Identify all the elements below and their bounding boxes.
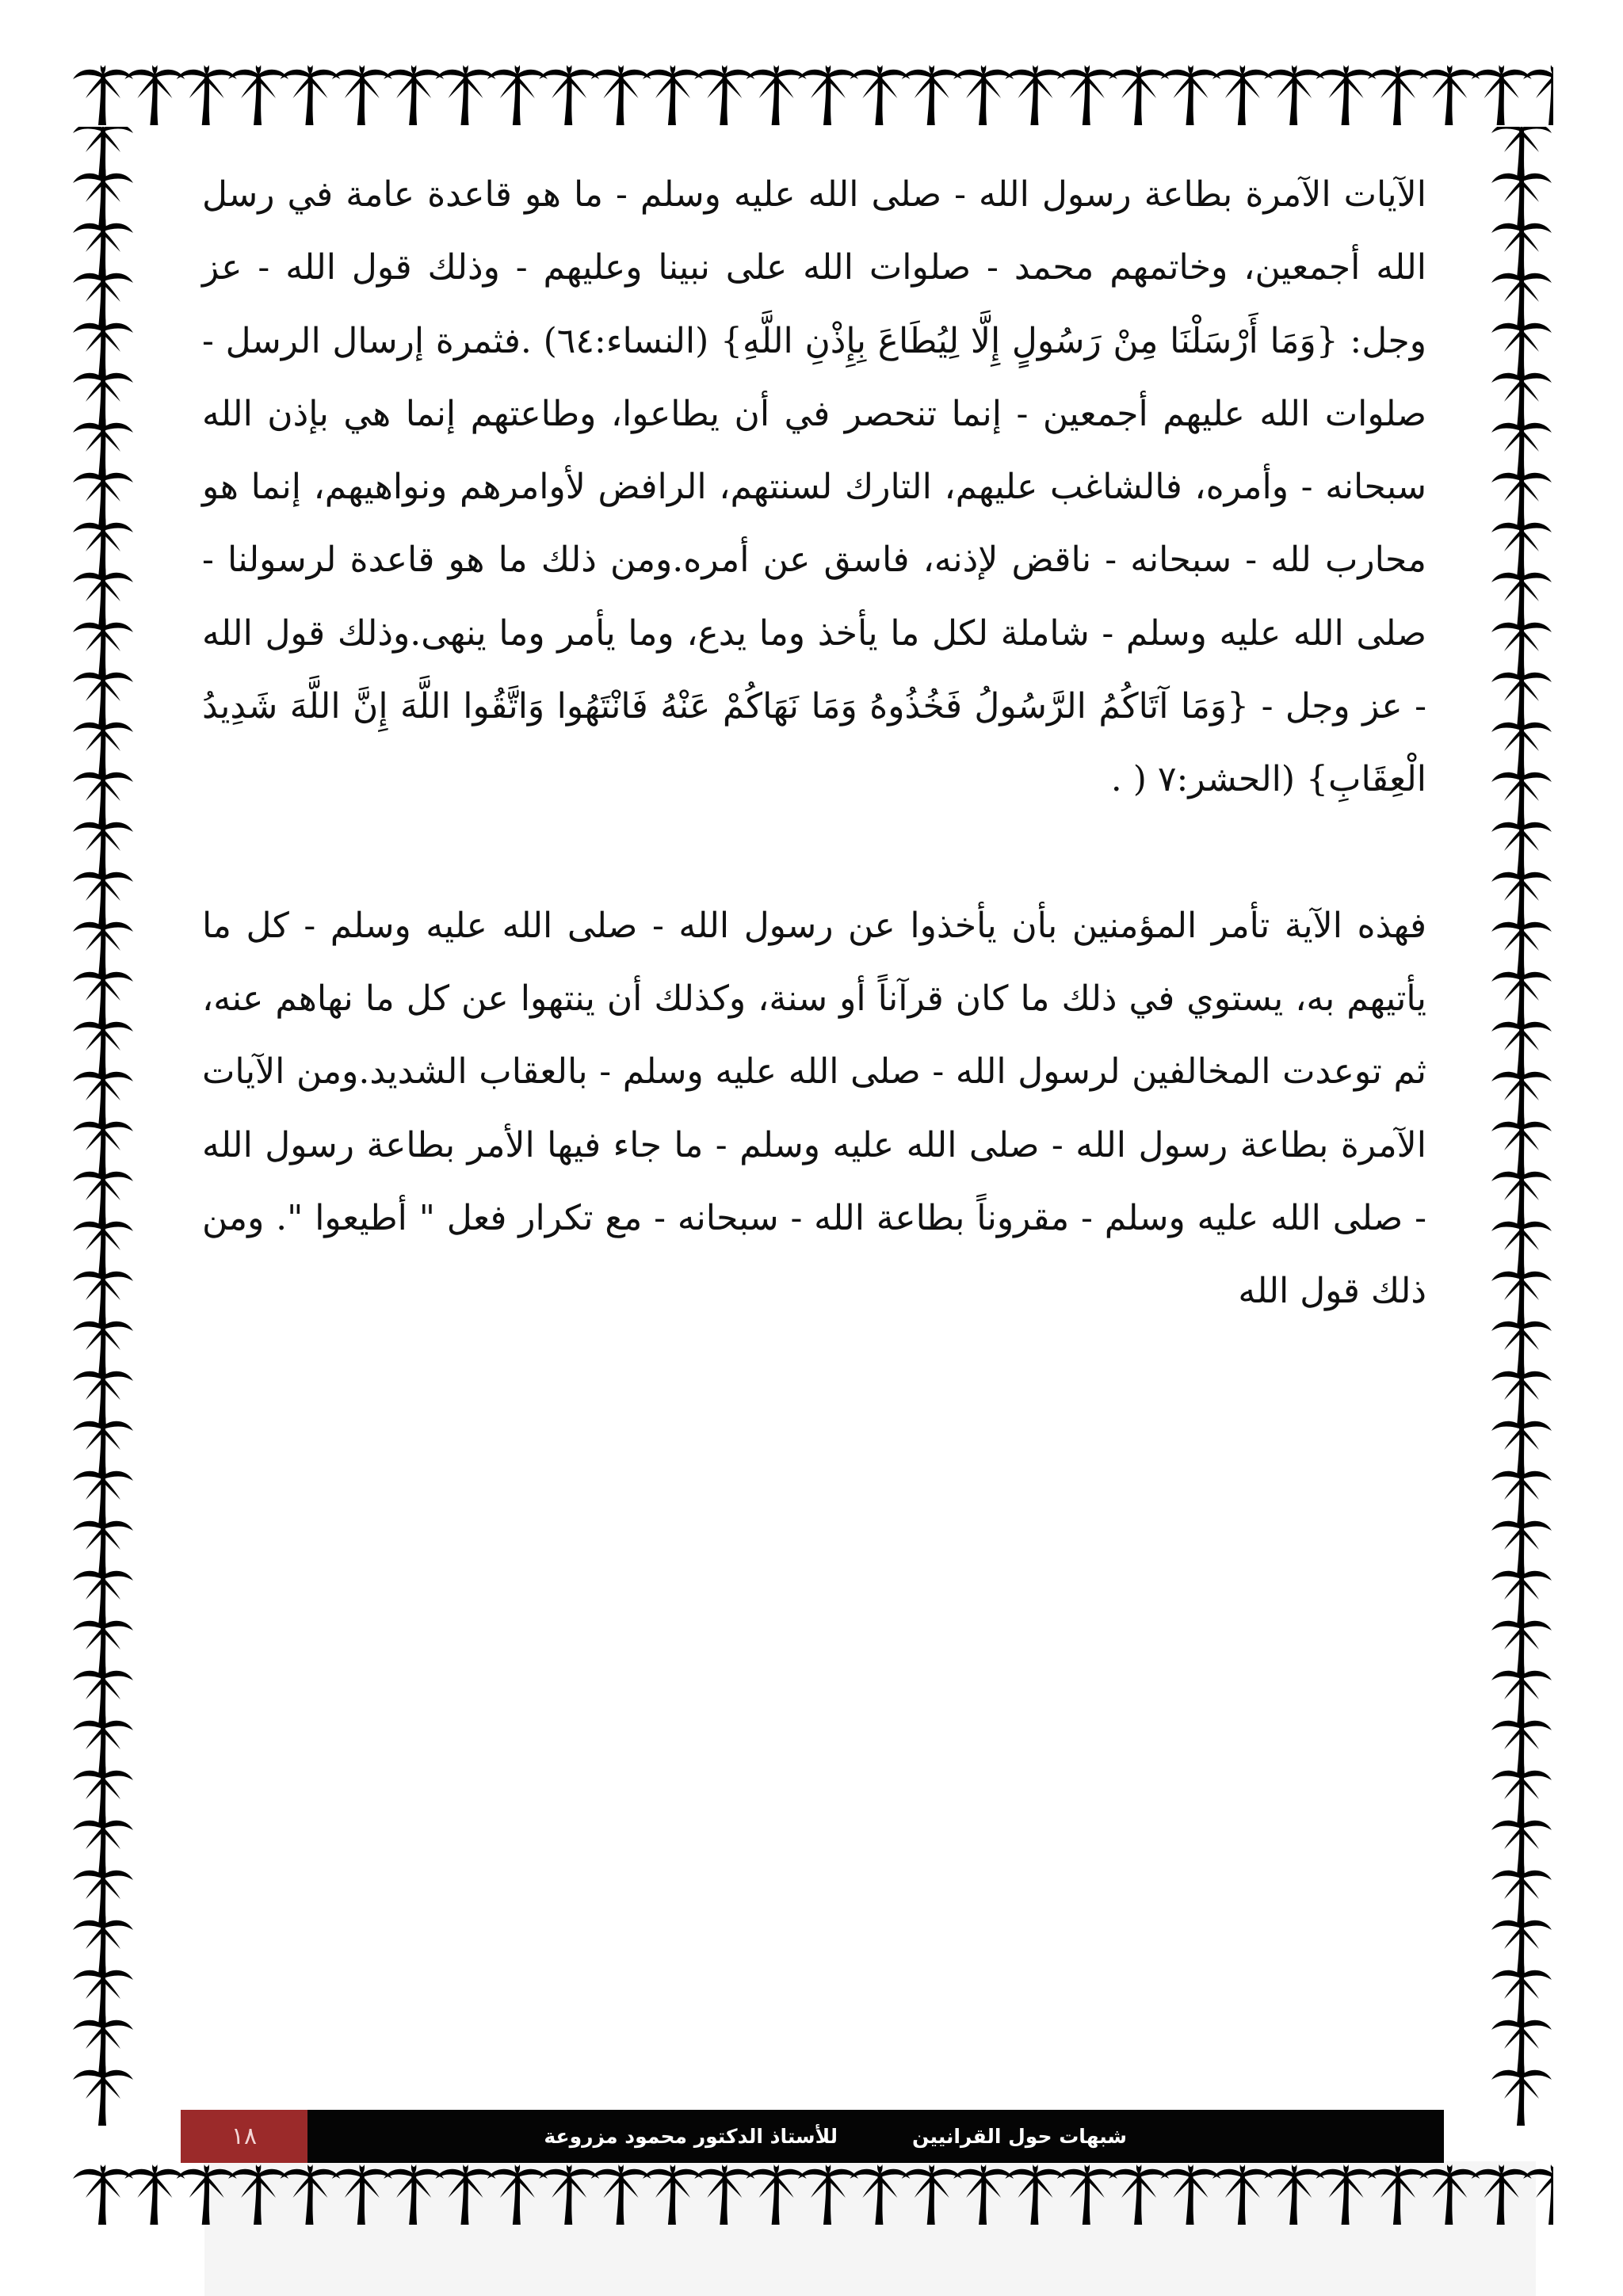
palm-tree-icon xyxy=(384,65,444,125)
palm-tree-icon xyxy=(747,65,807,125)
palm-tree-icon xyxy=(177,65,237,125)
palm-tree-icon xyxy=(73,917,133,978)
palm-tree-icon xyxy=(1368,65,1428,125)
palm-tree-icon xyxy=(73,1067,133,1127)
palm-tree-icon xyxy=(1161,2164,1221,2225)
palm-tree-icon xyxy=(1419,2164,1480,2225)
palm-tree-icon xyxy=(73,1966,133,2026)
palm-tree-icon xyxy=(124,2164,185,2225)
palm-tree-icon xyxy=(73,2016,133,2076)
palm-tree-icon xyxy=(73,1616,133,1676)
palm-tree-icon xyxy=(1491,368,1552,429)
palm-tree-icon xyxy=(1472,65,1532,125)
palm-tree-icon xyxy=(1491,568,1552,628)
palm-border-top xyxy=(71,63,1553,127)
palm-tree-icon xyxy=(73,618,133,678)
palm-tree-icon xyxy=(1491,1716,1552,1776)
palm-tree-icon xyxy=(73,1217,133,1277)
palm-tree-icon xyxy=(1491,618,1552,678)
palm-tree-icon xyxy=(73,1367,133,1427)
palm-tree-icon xyxy=(1057,65,1117,125)
palm-tree-icon xyxy=(73,668,133,728)
palm-tree-icon xyxy=(902,65,962,125)
palm-tree-icon xyxy=(798,65,858,125)
palm-tree-icon xyxy=(487,65,548,125)
paragraph-1: الآيات الآمرة بطاعة رسول الله - صلى الله عليه وسلم - ما هو قاعدة عامة في رسل الله أجمعين، وخاتمهم محمد - صلوات الله على نبينا وعليهم - وذلك قول الله - عز وجل: {وَمَا أَرْسَلْنَا مِنْ رَسُولٍ إِلَّا لِيُطَاعَ بِإِذْنِ اللَّهِ} (النساء:٦٤) .فثمرة إرسال الرسل - صلوات الله عليهم أجمعين - إنما تنحصر في أن يطاعوا، وطاعتهم إنما هي بإذن الله سبحانه - وأمره، فالشاغب عليهم، التارك لسنتهم، الرافض لأوامرهم ونواهيهم، إنما هو محارب لله - سبحانه - ناقض لإذنه، فاسق عن أمره.ومن ذلك ما هو قاعدة لرسولنا - صلى الله عليه وسلم - شاملة لكل ما يأخذ وما يدع، وما يأمر وما ينهى.وذلك قول الله - عز وجل - {وَمَا آتَاكُمُ الرَّسُولُ فَخُذُوهُ وَمَا نَهَاكُمْ عَنْهُ فَانْتَهُوا وَاتَّقُوا اللَّهَ إِنَّ اللَّهَ شَدِيدُ الْعِقَابِ} (الحشر:٧ ( . xyxy=(202,174,1427,800)
palm-tree-icon xyxy=(591,2164,651,2225)
palm-tree-icon xyxy=(73,1716,133,1776)
palm-tree-icon xyxy=(73,2065,133,2126)
palm-border-left xyxy=(71,127,135,2163)
footer-bar xyxy=(181,2110,1444,2163)
palm-tree-icon xyxy=(694,65,754,125)
palm-tree-icon xyxy=(1491,2016,1552,2076)
palm-tree-icon xyxy=(73,468,133,528)
palm-tree-icon xyxy=(177,2164,237,2225)
palm-tree-icon xyxy=(73,269,133,329)
palm-tree-icon xyxy=(73,1866,133,1926)
palm-border-bottom xyxy=(71,2163,1553,2226)
palm-tree-icon xyxy=(1491,718,1552,778)
palm-tree-icon xyxy=(1057,2164,1117,2225)
palm-tree-icon xyxy=(1523,65,1553,125)
palm-tree-icon xyxy=(1491,1866,1552,1926)
palm-tree-icon xyxy=(1491,518,1552,578)
palm-tree-icon xyxy=(1264,2164,1324,2225)
palm-tree-icon xyxy=(73,418,133,479)
palm-tree-icon xyxy=(953,65,1014,125)
palm-tree-icon xyxy=(591,65,651,125)
palm-tree-icon xyxy=(1491,269,1552,329)
palm-tree-icon xyxy=(643,2164,703,2225)
palm-tree-icon xyxy=(1161,65,1221,125)
palm-tree-icon xyxy=(332,2164,392,2225)
palm-tree-icon xyxy=(902,2164,962,2225)
palm-tree-icon xyxy=(1491,1067,1552,1127)
palm-tree-icon xyxy=(1491,1616,1552,1676)
palm-tree-icon xyxy=(73,568,133,628)
palm-tree-icon xyxy=(124,65,185,125)
palm-tree-icon xyxy=(73,169,133,229)
palm-tree-icon xyxy=(73,1466,133,1527)
palm-tree-icon xyxy=(1491,1766,1552,1826)
palm-tree-icon xyxy=(73,768,133,828)
palm-tree-icon xyxy=(280,65,340,125)
palm-tree-icon xyxy=(1212,2164,1273,2225)
palm-tree-icon xyxy=(1491,1317,1552,1377)
palm-tree-icon xyxy=(73,1317,133,1377)
palm-tree-icon xyxy=(384,2164,444,2225)
palm-tree-icon xyxy=(1491,917,1552,978)
palm-tree-icon xyxy=(73,1167,133,1227)
palm-tree-icon xyxy=(1491,1916,1552,1976)
palm-tree-icon xyxy=(798,2164,858,2225)
palm-tree-icon xyxy=(73,868,133,928)
palm-tree-icon xyxy=(850,65,910,125)
palm-tree-icon xyxy=(1491,1566,1552,1627)
palm-tree-icon xyxy=(1491,219,1552,279)
palm-tree-icon xyxy=(1491,418,1552,479)
palm-tree-icon xyxy=(1212,65,1273,125)
palm-row-top xyxy=(73,65,1553,125)
palm-tree-icon xyxy=(1491,967,1552,1028)
palm-tree-icon xyxy=(436,2164,496,2225)
palm-tree-icon xyxy=(694,2164,754,2225)
palm-col-left xyxy=(73,127,133,2126)
palm-tree-icon xyxy=(73,65,133,125)
palm-tree-icon xyxy=(1491,768,1552,828)
palm-tree-icon xyxy=(73,1017,133,1077)
palm-tree-icon xyxy=(73,1666,133,1726)
palm-tree-icon xyxy=(1491,1217,1552,1277)
palm-tree-icon xyxy=(850,2164,910,2225)
palm-tree-icon xyxy=(1491,1167,1552,1227)
palm-tree-icon xyxy=(73,818,133,878)
palm-tree-icon xyxy=(1491,1966,1552,2026)
palm-tree-icon xyxy=(332,65,392,125)
palm-tree-icon xyxy=(73,1916,133,1976)
palm-tree-icon xyxy=(1491,1367,1552,1427)
palm-tree-icon xyxy=(1491,169,1552,229)
palm-tree-icon xyxy=(1523,2164,1553,2225)
palm-tree-icon xyxy=(1491,1666,1552,1726)
paragraph-2: فهذه الآية تأمر المؤمنين بأن يأخذوا عن رسول الله - صلى الله عليه وسلم - كل ما يأتيهم به، يستوي في ذلك ما كان قرآناً أو سنة، وكذلك أن ينتهوا عن كل ما نهاهم عنه، ثم توعدت المخالفين لرسول الله - صلى الله عليه وسلم - بالعقاب الشديد.ومن الآيات الآمرة بطاعة رسول الله - صلى الله عليه وسلم - ما جاء فيها الأمر بطاعة رسول الله - صلى الله عليه وسلم - مقروناً بطاعة الله - سبحانه - مع تكرار فعل " أطيعوا ". ومن ذلك قول الله xyxy=(202,905,1426,1312)
palm-tree-icon xyxy=(1109,65,1169,125)
palm-tree-icon xyxy=(953,2164,1014,2225)
palm-tree-icon xyxy=(73,2164,133,2225)
palm-tree-icon xyxy=(73,1267,133,1327)
palm-tree-icon xyxy=(73,967,133,1028)
palm-tree-icon xyxy=(1491,1516,1552,1577)
palm-tree-icon xyxy=(1419,65,1480,125)
palm-border-right xyxy=(1490,127,1553,2163)
palm-tree-icon xyxy=(228,65,288,125)
palm-tree-icon xyxy=(73,1566,133,1627)
palm-tree-icon xyxy=(73,1516,133,1577)
palm-tree-icon xyxy=(1109,2164,1169,2225)
palm-tree-icon xyxy=(73,1417,133,1477)
palm-tree-icon xyxy=(73,718,133,778)
page-number: ١٨ xyxy=(181,2110,307,2163)
palm-tree-icon xyxy=(643,65,703,125)
palm-row-bottom xyxy=(73,2164,1553,2225)
palm-tree-icon xyxy=(280,2164,340,2225)
body-text xyxy=(202,158,1426,1328)
palm-tree-icon xyxy=(1368,2164,1428,2225)
palm-tree-icon xyxy=(1005,2164,1065,2225)
palm-tree-icon xyxy=(1491,668,1552,728)
palm-tree-icon xyxy=(1491,468,1552,528)
palm-tree-icon xyxy=(73,1766,133,1826)
palm-tree-icon xyxy=(1472,2164,1532,2225)
palm-tree-icon xyxy=(1491,1267,1552,1327)
palm-tree-icon xyxy=(539,65,599,125)
palm-tree-icon xyxy=(539,2164,599,2225)
palm-tree-icon xyxy=(1491,1117,1552,1177)
palm-tree-icon xyxy=(1491,1017,1552,1077)
palm-tree-icon xyxy=(73,1117,133,1177)
palm-tree-icon xyxy=(1005,65,1065,125)
palm-tree-icon xyxy=(73,318,133,379)
palm-tree-icon xyxy=(73,1816,133,1876)
palm-tree-icon xyxy=(1491,1417,1552,1477)
palm-tree-icon xyxy=(487,2164,548,2225)
palm-tree-icon xyxy=(1316,2164,1377,2225)
palm-tree-icon xyxy=(1491,1816,1552,1876)
palm-tree-icon xyxy=(1491,318,1552,379)
palm-tree-icon xyxy=(436,65,496,125)
palm-tree-icon xyxy=(1264,65,1324,125)
palm-tree-icon xyxy=(1491,818,1552,878)
palm-tree-icon xyxy=(73,219,133,279)
palm-tree-icon xyxy=(73,518,133,578)
palm-tree-icon xyxy=(1491,2065,1552,2126)
palm-tree-icon xyxy=(1316,65,1377,125)
palm-tree-icon xyxy=(73,368,133,429)
palm-tree-icon xyxy=(747,2164,807,2225)
palm-col-right xyxy=(1491,127,1552,2126)
palm-tree-icon xyxy=(228,2164,288,2225)
palm-tree-icon xyxy=(1491,1466,1552,1527)
palm-tree-icon xyxy=(1491,868,1552,928)
footer-book-title: شبهات حول القرانيين xyxy=(912,2125,1127,2148)
footer-author: للأستاذ الدكتور محمود مزروعة xyxy=(544,2125,838,2148)
